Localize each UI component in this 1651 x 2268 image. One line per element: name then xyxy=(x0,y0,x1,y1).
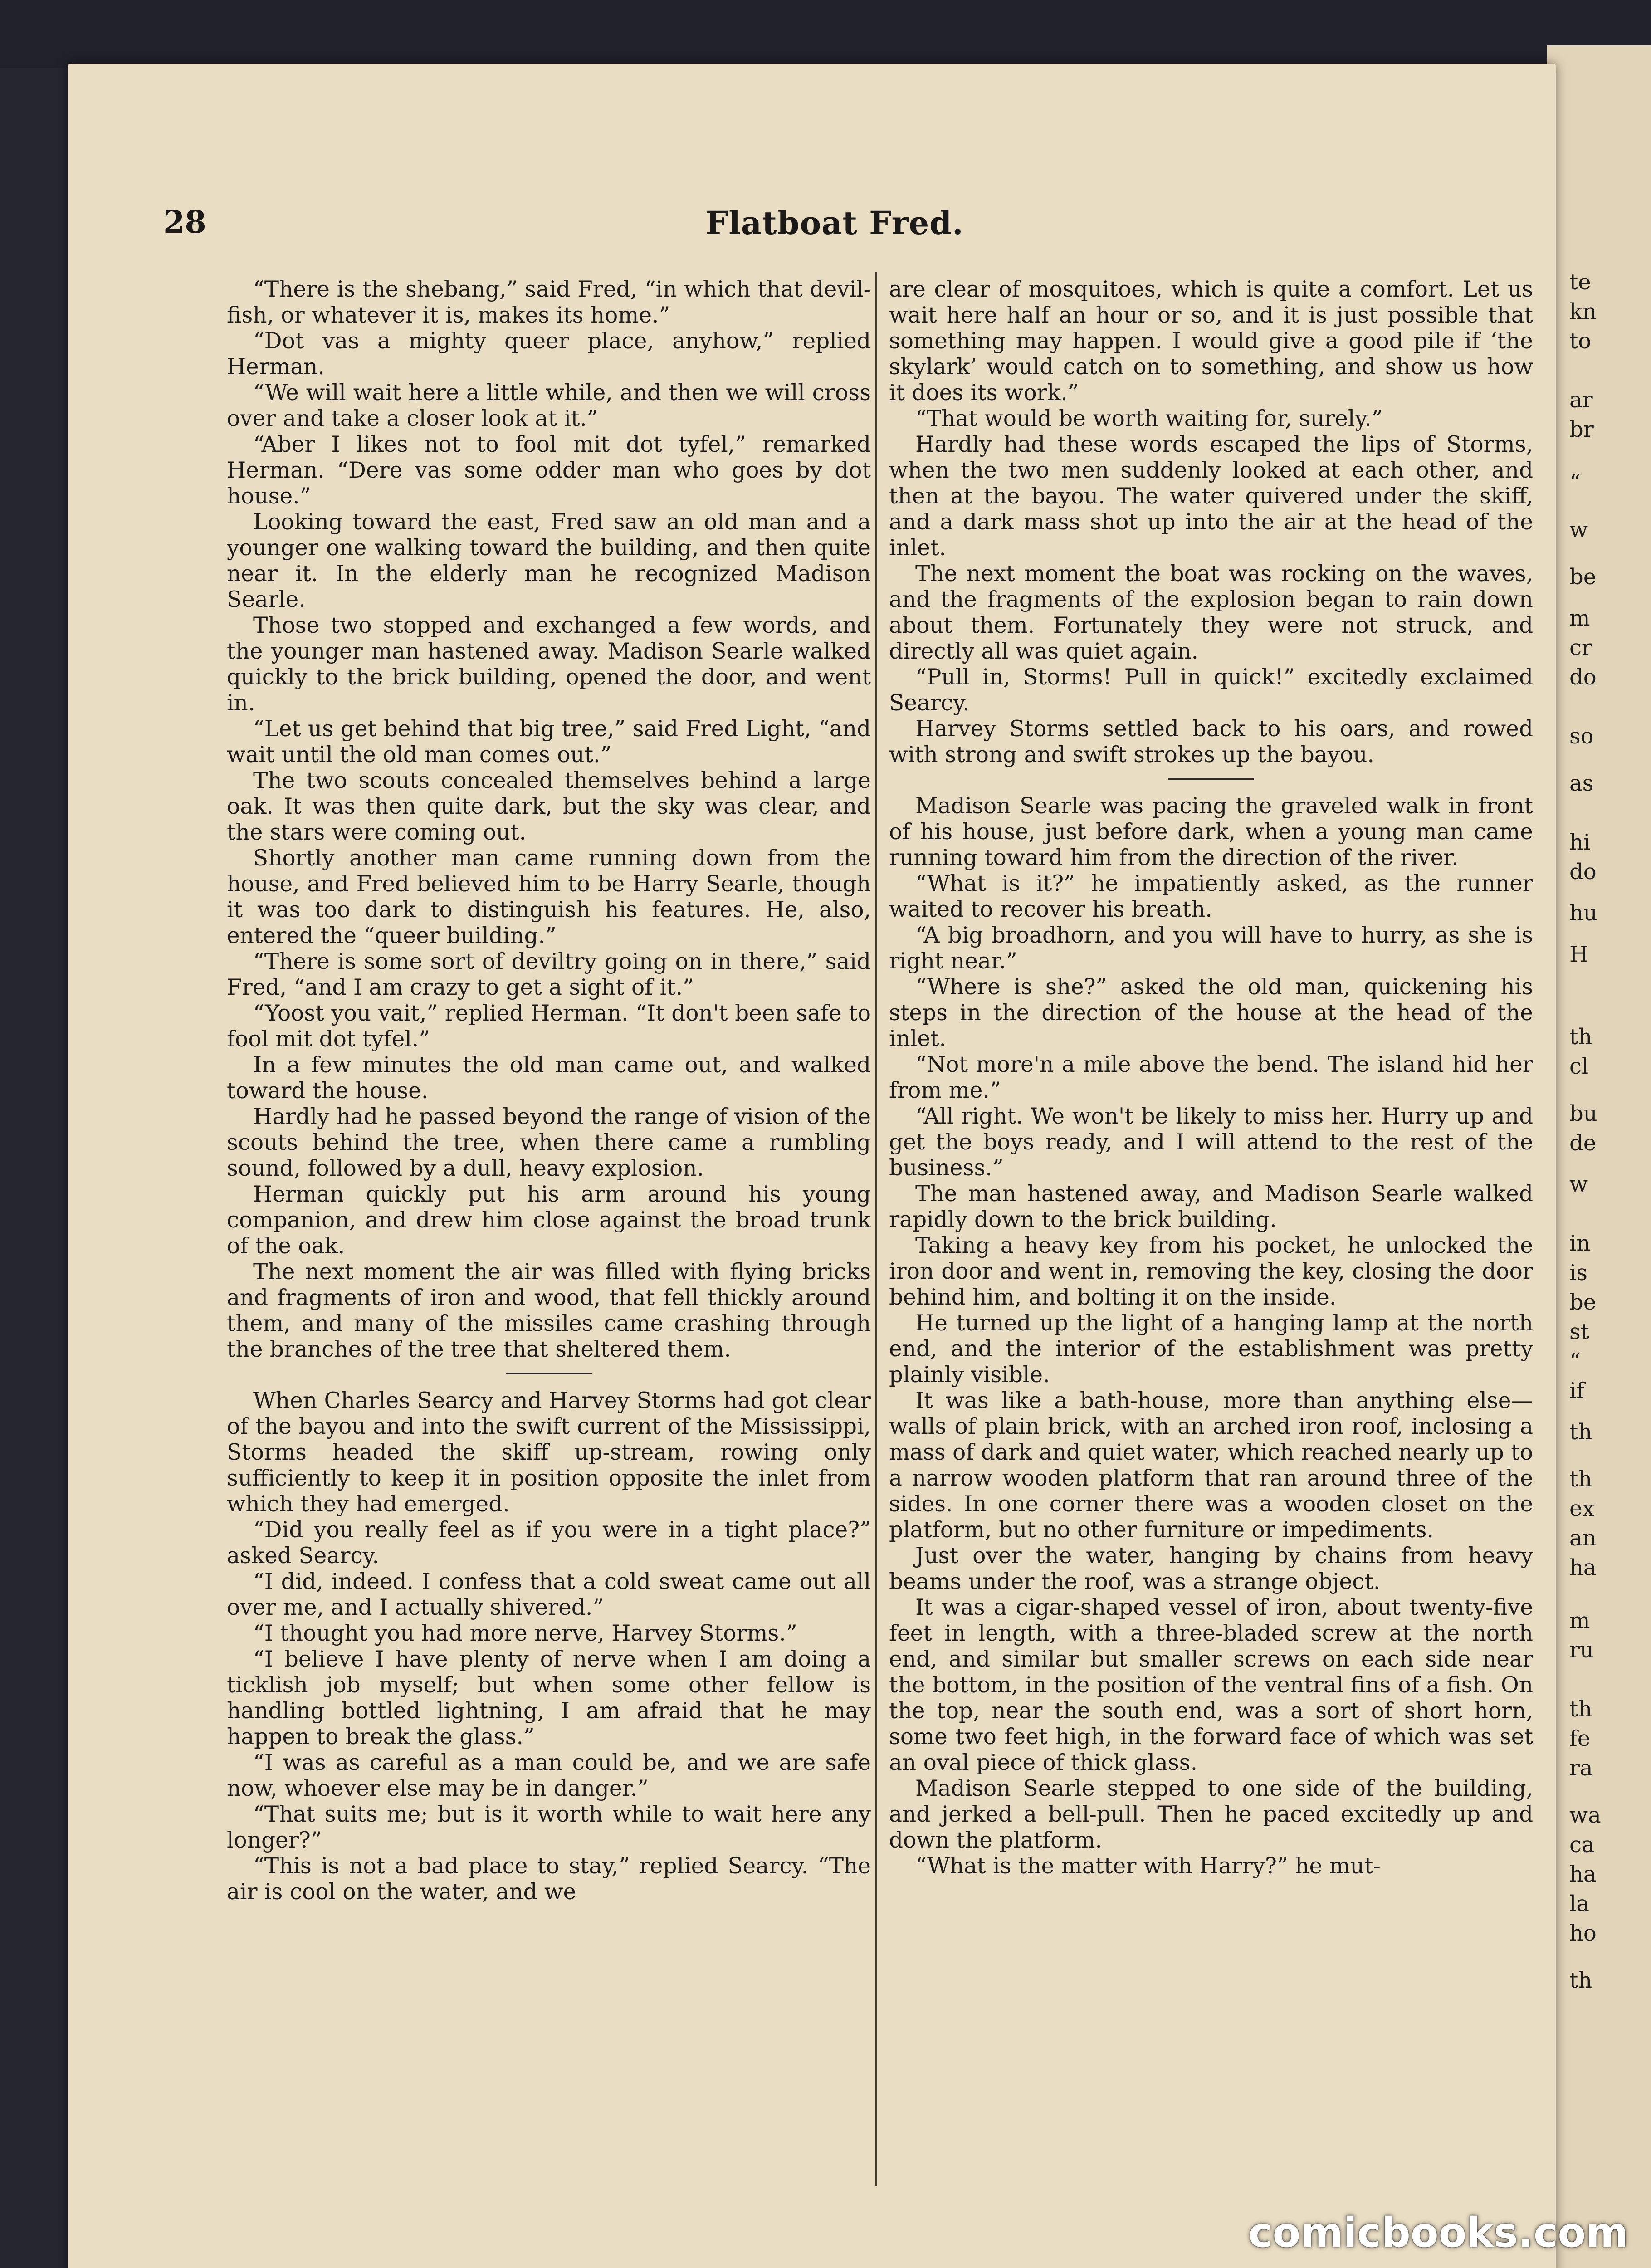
next-page-fragment: th xyxy=(1569,1419,1592,1445)
next-page-fragment: hi xyxy=(1569,830,1591,855)
next-page-fragment: fe xyxy=(1569,1726,1591,1751)
paragraph: “There is some sort of deviltry going on in there,” said Fred, “and I am crazy to get a sight of it.” xyxy=(227,949,871,1000)
paragraph: “What is the matter with Harry?” he mut- xyxy=(915,1853,1381,1879)
next-page-fragment: ha xyxy=(1569,1862,1597,1887)
next-page-fragment: ra xyxy=(1569,1755,1593,1781)
paragraph: Hardly had these words escaped the lips of Storms, when the two men suddenly looked at each other, and then at the bayou. The water quivered under the skiff, and a dark mass shot up into the air at the head of the inlet. xyxy=(889,432,1533,561)
running-title: Flatboat Fred. xyxy=(705,204,964,242)
paragraph: “I thought you had more nerve, Harvey Storms.” xyxy=(253,1621,797,1646)
next-page-fragment: kn xyxy=(1569,299,1597,324)
paragraph: “Where is she?” asked the old man, quickening his steps in the direction of the house at the head of the inlet. xyxy=(889,974,1533,1051)
next-page-fragment: “ xyxy=(1569,470,1581,495)
next-page-fragment: m xyxy=(1569,606,1590,631)
next-page-fragment: H xyxy=(1569,942,1588,967)
paragraph: The next moment the air was filled with flying bricks and fragments of iron and wood, that fell thickly around them, and many of the missiles came crashing through the branches of the tree that sheltered them. xyxy=(227,1259,871,1362)
next-page-fragment: st xyxy=(1569,1319,1589,1344)
next-page-fragment: an xyxy=(1569,1525,1597,1551)
paragraph: Taking a heavy key from his pocket, he unlocked the iron door and went in, removing the key, closing the door behind him, and bolting it on the inside. xyxy=(889,1233,1533,1310)
next-page-fragment: la xyxy=(1569,1891,1589,1916)
next-page-fragment: ar xyxy=(1569,387,1593,413)
watermark: comicbooks.com xyxy=(1248,2209,1628,2257)
next-page-fragment: to xyxy=(1569,328,1592,354)
left-column xyxy=(227,277,871,2218)
paragraph: “Did you really feel as if you were in a tight place?” asked Searcy. xyxy=(227,1517,871,1569)
paragraph: “We will wait here a little while, and then we will cross over and take a closer look at it.” xyxy=(227,380,871,431)
next-page-fragment: is xyxy=(1569,1260,1588,1286)
paragraph: He turned up the light of a hanging lamp at the north end, and the interior of the establishment was pretty plainly visible. xyxy=(889,1310,1533,1388)
next-page-fragment: th xyxy=(1569,1466,1592,1492)
section-separator xyxy=(506,1373,592,1374)
next-page-fragment: w xyxy=(1569,1172,1588,1197)
section-separator xyxy=(1168,778,1254,780)
next-page-fragment: as xyxy=(1569,771,1594,796)
next-page-fragment: br xyxy=(1569,417,1594,442)
paragraph: “Not more'n a mile above the bend. The island hid her from me.” xyxy=(889,1052,1533,1103)
next-page-fragment: bu xyxy=(1569,1101,1597,1126)
paragraph: “Let us get behind that big tree,” said Fred Light, “and wait until the old man comes out.” xyxy=(227,716,871,767)
paragraph: Madison Searle stepped to one side of the building, and jerked a bell-pull. Then he paced excitedly up and down the platform. xyxy=(889,1776,1533,1853)
next-page-fragment: cl xyxy=(1569,1054,1589,1079)
paragraph: Hardly had he passed beyond the range of vision of the scouts behind the tree, when there came a rumbling sound, followed by a dull, heavy explosion. xyxy=(227,1104,871,1181)
next-page-fragment: in xyxy=(1569,1231,1591,1256)
page-number: 28 xyxy=(163,204,206,240)
paragraph: Harvey Storms settled back to his oars, and rowed with strong and swift strokes up the bayou. xyxy=(889,716,1533,767)
paragraph: “That would be worth waiting for, surely.” xyxy=(915,406,1383,431)
next-page-fragment: if xyxy=(1569,1378,1585,1403)
paragraph: The next moment the boat was rocking on the waves, and the fragments of the explosion began to rain down about them. Fortunately they were not struck, and directly all was quiet again. xyxy=(889,561,1533,664)
right-column xyxy=(889,277,1533,2218)
next-page-fragment: te xyxy=(1569,269,1591,295)
next-page-fragment: th xyxy=(1569,1024,1592,1050)
next-page-fragment: be xyxy=(1569,564,1597,590)
next-page-fragment: ho xyxy=(1569,1921,1597,1946)
paragraph: It was like a bath-house, more than anything else—walls of plain brick, with an arched iron roof, inclosing a mass of dark and quiet water, which reached nearly up to a narrow wooden platform that ran around three of the sides. In one corner there was a wooden closet on the platform, but no other furniture or impediments. xyxy=(889,1388,1533,1543)
paragraph: Shortly another man came running down from the house, and Fred believed him to be Harry Searle, though it was too dark to distinguish his features. He, also, entered the “queer building.” xyxy=(227,846,871,948)
next-page-fragment: ca xyxy=(1569,1832,1595,1857)
paragraph: “A big broadhorn, and you will have to hurry, as she is right near.” xyxy=(889,923,1533,974)
paragraph: “This is not a bad place to stay,” replied Searcy. “The air is cool on the water, and we xyxy=(227,1853,871,1905)
next-page-fragment: be xyxy=(1569,1290,1597,1315)
next-page-fragment: th xyxy=(1569,1696,1592,1722)
paragraph: “What is it?” he impatiently asked, as the runner waited to recover his breath. xyxy=(889,871,1533,922)
paragraph: Herman quickly put his arm around his young companion, and drew him close against the broad trunk of the oak. xyxy=(227,1182,871,1259)
paragraph: “Aber I likes not to fool mit dot tyfel,” remarked Herman. “Dere vas some odder man who goes by dot house.” xyxy=(227,432,871,509)
next-page-fragment: “ xyxy=(1569,1349,1581,1374)
backdrop xyxy=(0,0,1651,68)
next-page-fragment: w xyxy=(1569,517,1588,543)
next-page-fragment: ru xyxy=(1569,1637,1594,1663)
next-page-fragment: de xyxy=(1569,1130,1597,1156)
paragraph: “I did, indeed. I confess that a cold sweat came out all over me, and I actually shivered.” xyxy=(227,1569,871,1620)
paragraph: “Pull in, Storms! Pull in quick!” excitedly exclaimed Searcy. xyxy=(889,665,1533,716)
next-page-fragment: do xyxy=(1569,665,1597,690)
paragraph: Just over the water, hanging by chains from heavy beams under the roof, was a strange object. xyxy=(889,1543,1533,1594)
paragraph: “Dot vas a mighty queer place, anyhow,” replied Herman. xyxy=(227,328,871,380)
paragraph: Those two stopped and exchanged a few words, and the younger man hastened away. Madison Searle walked quickly to the brick building, opened the door, and went in. xyxy=(227,613,871,716)
paragraph: are clear of mosquitoes, which is quite a comfort. Let us wait here half an hour or so, and it is just possible that something may happen. I would give a good pile if ‘the skylark’ would catch on to something, and show us how it does its work.” xyxy=(889,277,1533,406)
paragraph: “I believe I have plenty of nerve when I am doing a ticklish job myself; but when some other fellow is handling bottled lightning, I am afraid that he may happen to break the glass.” xyxy=(227,1647,871,1750)
next-page-fragment: do xyxy=(1569,859,1597,885)
next-page-fragment: hu xyxy=(1569,900,1597,926)
paragraph: “Yoost you vait,” replied Herman. “It don't been safe to fool mit dot tyfel.” xyxy=(227,1001,871,1052)
next-page-fragment: so xyxy=(1569,723,1594,749)
paragraph: “There is the shebang,” said Fred, “in which that devil-fish, or whatever it is, makes its home.” xyxy=(227,277,871,328)
paragraph: Madison Searle was pacing the graveled walk in front of his house, just before dark, when a young man came running toward him from the direction of the river. xyxy=(889,793,1533,870)
next-page-fragment: th xyxy=(1569,1968,1592,1993)
paragraph: “I was as careful as a man could be, and we are safe now, whoever else may be in danger.” xyxy=(227,1750,871,1801)
paragraph: “That suits me; but is it worth while to wait here any longer?” xyxy=(227,1802,871,1853)
next-page-fragment: cr xyxy=(1569,635,1592,660)
paragraph: Looking toward the east, Fred saw an old man and a younger one walking toward the building, and then quite near it. In the elderly man he recognized Madison Searle. xyxy=(227,509,871,612)
next-page-fragment: m xyxy=(1569,1608,1590,1633)
next-page-fragment: ha xyxy=(1569,1555,1597,1580)
paragraph: “All right. We won't be likely to miss her. Hurry up and get the boys ready, and I will attend to the rest of the business.” xyxy=(889,1104,1533,1181)
column-rule xyxy=(875,272,877,2186)
next-page-fragment: wa xyxy=(1569,1803,1601,1828)
next-page-fragment: ex xyxy=(1569,1496,1595,1521)
paragraph: The two scouts concealed themselves behind a large oak. It was then quite dark, but the sky was clear, and the stars were coming out. xyxy=(227,768,871,845)
page-header xyxy=(163,204,1506,254)
paragraph: When Charles Searcy and Harvey Storms had got clear of the bayou and into the swift current of the Mississippi, Storms headed the skiff up-stream, rowing only sufficiently to keep it in position opposite the inlet from which they had emerged. xyxy=(227,1388,871,1517)
paragraph: The man hastened away, and Madison Searle walked rapidly down to the brick building. xyxy=(889,1181,1533,1232)
next-page-edge xyxy=(1547,45,1651,2268)
paragraph: In a few minutes the old man came out, and walked toward the house. xyxy=(227,1052,871,1104)
paragraph: It was a cigar-shaped vessel of iron, about twenty-five feet in length, with a three-bladed screw at the north end, and similar but smaller screws on each side near the bottom, in the position of the ventral fins of a fish. On the top, near the south end, was a sort of short horn, some two feet high, in the forward face of which was set an oval piece of thick glass. xyxy=(889,1595,1533,1775)
